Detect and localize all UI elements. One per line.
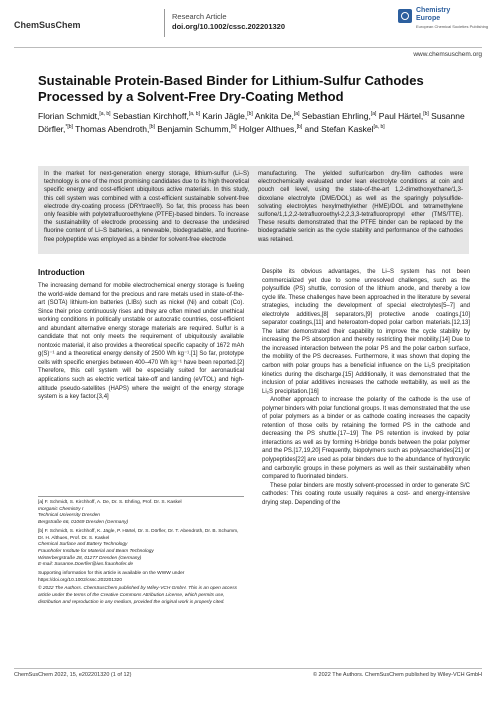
journal-name: ChemSusChem (14, 20, 81, 30)
footnote-rule (38, 496, 244, 497)
author[interactable]: and Stefan Kaskel (304, 123, 374, 134)
footer-copyright: © 2022 The Authors. ChemSusChem published by Wiley-VCH GmbH (312, 672, 482, 678)
author-affiliation: [b] (296, 123, 303, 130)
affiliation-line: Fraunhofer Institute for Material and Beam Technology (38, 548, 154, 554)
affiliation-line: Bergstraße 66, 01069 Dresden (Germany) (38, 520, 129, 526)
author[interactable]: Susanne Dörfler, (38, 111, 465, 134)
publisher-name-line1: Chemistry (416, 7, 451, 14)
chemistry-europe-logo-icon (398, 9, 412, 23)
affiliation-line: Winterbergstraße 28, 01277 Dresden (Germany) (38, 555, 142, 561)
header-rule (14, 47, 482, 48)
body-column-left (38, 282, 244, 402)
author-affiliation: [a, b] (188, 111, 200, 118)
footnotes (38, 500, 244, 609)
affiliation-label: [b] (38, 528, 44, 534)
publisher-name-line2: Europe (416, 15, 441, 22)
affiliation-label: [a] (38, 500, 44, 505)
author[interactable]: Ankita De, (254, 111, 294, 121)
author-affiliation: [b] (149, 123, 155, 130)
author-list (38, 110, 478, 135)
author-affiliation: [b] (230, 123, 237, 130)
abstract-right-column: manufacturing. The yielded sulfur/carbon dry-film cathodes were electrochemically evaluated under lean electrolyte conditions at coin and pouch cell level, using the state-of-the-art 1,2-dimethoxyethane/1,3-dioxolane electrolyte (DME/DOL) as well as the sparingly polysulfide-solvating electrolytes hexylmethylether (HME)/DOL and tetramethylene sulfone/1,1,2,2-tetrafluoroethyl-2,2,3,3-tetrafluoropropyl ether (TMS/TTE). These results demonstrated that the PTFE binder can be replaced by the biodegradable sericin as the cycle stability and performance of the cathodes was retained. (258, 171, 463, 243)
footer-rule (14, 668, 482, 669)
body-paragraph: Despite its obvious advantages, the Li–S system has not been commercialized yet due to some unresolved challenges, such as the polysulfide (PS) shuttle, corrosion of the lithium anode, and thereby a low cycle life. These challenges have been approached in the literature by several strategies, including the development of special electrolytes[5–7] and electrolyte additives,[8] separators,[9] protective anode coatings,[10] separator coatings,[11] and heteroatom-doped polar carbon materials.[12,13] The latter demonstrated their capability to improve the cycle stability by increasing the PS absorption and thereby restricting their mobility.[14] Due to the increased interaction between the polar PS and the polar carbon surface, the mobility of the PS decreases. Furthermore, it was shown that doping the carbon with polar groups has a beneficial influence on the Li₂S precipitation kinetics during the discharge.[15] Additionally, it was demonstrated that the inclusion of polar additives increases the cathode wettability, as well as the Li₂S precipitation.[16] (262, 269, 470, 395)
author-affiliation: [a, b] (99, 111, 111, 118)
affiliation-names: F. Schmidt, S. Kirchhoff, K. Jägle, P. Härtel, Dr. S. Dörfler, Dr. T. Abendroth, Dr. B. Schumm, Dr. H. Althues, Prof. Dr. S. Kaskel (38, 528, 239, 541)
doi-link[interactable]: doi.org/10.1002/cssc.202201320 (172, 22, 285, 31)
footer-citation: ChemSusChem 2022, 15, e202201320 (1 of 12) (14, 672, 132, 678)
publisher-tagline: European Chemical Societies Publishing (416, 24, 489, 29)
author[interactable]: Thomas Abendroth, (75, 123, 150, 134)
affiliation-a (38, 500, 244, 527)
author[interactable]: Florian Schmidt, (38, 111, 100, 121)
header-divider (164, 9, 165, 37)
author-affiliation: [b] (247, 111, 253, 118)
author-affiliation: [a, b] (373, 123, 385, 130)
affiliation-b (38, 529, 244, 569)
abstract-left-column: In the market for next-generation energy storage, lithium-sulfur (Li–S) technology is one of the most promising candidates due to its high theoretical specific energy and cost-efficient ubiquitous active materials. In this study, this cell system was combined with a cost-efficient sustainable solvent-free electrode dry-coating process (DRYtraec®). So far, this process has been only feasible with polytetrafluoroethylene (PTFE)-based binders. To increase the sustainability of electrode processing and to decrease the undesired fluorine content of Li–S batteries, a renewable, biodegradable, and fluorine-free polypeptide was employed as a binder for solvent-free electrode (44, 171, 249, 243)
author-affiliation: [a] (370, 111, 377, 118)
contact-email[interactable]: E-mail: Susanne.Doerfler@iws.fraunhofer.de (38, 562, 134, 568)
author[interactable]: Sebastian Ehrling, (301, 111, 371, 121)
author[interactable]: Paul Härtel, (378, 111, 424, 121)
affiliation-line: Technical University Dresden (38, 513, 100, 519)
article-title: Sustainable Protein-Based Binder for Lithium-Sulfur Cathodes Processed by a Solvent-Free Dry-Coating Method (38, 73, 424, 104)
body-column-right (262, 268, 470, 507)
affiliation-line: Chemical Surface and Battery Technology (38, 542, 128, 548)
author[interactable]: Sebastian Kirchhoff, (112, 111, 189, 121)
author[interactable]: Karin Jägle, (202, 111, 248, 121)
body-paragraph: The increasing demand for mobile electrochemical energy storage is fueling the world-wide demand for the precious and rare metals used in state-of-the-art (SOTA) lithium-ion batteries (LIBs) such as nickel (Ni) and cobalt (Co). Since their price continuously rises and they are often mined under unethical working conditions in politically unstable or autocratic countries, cost-efficient and abundant alternative energy storage materials are required. Sulfur is a candidate that not only meets the requirement of ubiquitously available nontoxic material, it also provides a theoretical specific capacity of 1672 mAh g(S)⁻¹ and a theoretical energy density of 2500 Wh kg⁻¹.[1] So far, prototype cells with specific energies between 400–470 Wh kg⁻¹ have been reported.[2] Therefore, this cell system will be especially suited for aeronautical applications such as electric vertical take-off and landing (eVTOL) and high-altitude pseudo-satellites (HAPS) where the weight of the energy storage system is a key factor.[3,4] (38, 283, 244, 401)
affiliation-names: F. Schmidt, S. Kirchhoff, A. De, Dr. S. Ehrling, Prof. Dr. S. Kaskel (44, 500, 182, 505)
author-affiliation: [b] (423, 111, 429, 118)
body-paragraph: Another approach to increase the polarity of the cathode is the use of polymer binders with polar functional groups. It was demonstrated that the use of polar polymers as a binder or as cathode coating increases the capacity retention of those cells by retaining the formed PS in the cathode and decreasing the PS shuttle.[17–19] The PS retention is invoked by polar interactions as well as by forming H-bridge bonds between the polar polymer and the PS.[17,19,20] Frequently, biopolymers such as polysaccharides[21] or polypeptides[22] are used as polar binders due to the abundance of hydroxylic and carboxylic groups in these polymers as well as their sustainability when compared to fluorinated binders. (262, 397, 470, 481)
article-type: Research Article (172, 12, 227, 21)
journal-website[interactable]: www.chemsuschem.org (413, 51, 482, 58)
author-affiliation: *[b] (65, 123, 73, 130)
supporting-info-note[interactable]: Supporting information for this article is available on the WWW under https://doi.org/10.1002/cssc.202201320 (38, 571, 185, 583)
author[interactable]: Benjamin Schumm, (157, 123, 231, 134)
author-affiliation: [a] (293, 111, 300, 118)
section-heading-introduction: Introduction (38, 268, 85, 277)
license-note: © 2022 The Authors. ChemSusChem published by Wiley-VCH GmbH. This is an open access article under the terms of the Creative Commons Attribution License, which permits use, distribution and reproduction in any medium, provided the original work is properly cited. (38, 586, 238, 605)
abstract-box (38, 166, 469, 254)
affiliation-line: Inorganic Chemistry I (38, 506, 84, 512)
body-paragraph: These polar binders are mostly solvent-processed in order to generate S/C cathodes: This coating route usually requires a cost- and energy-intensive drying step. Depending of the (262, 482, 470, 506)
page-header (0, 0, 496, 46)
author[interactable]: Holger Althues, (238, 123, 297, 134)
